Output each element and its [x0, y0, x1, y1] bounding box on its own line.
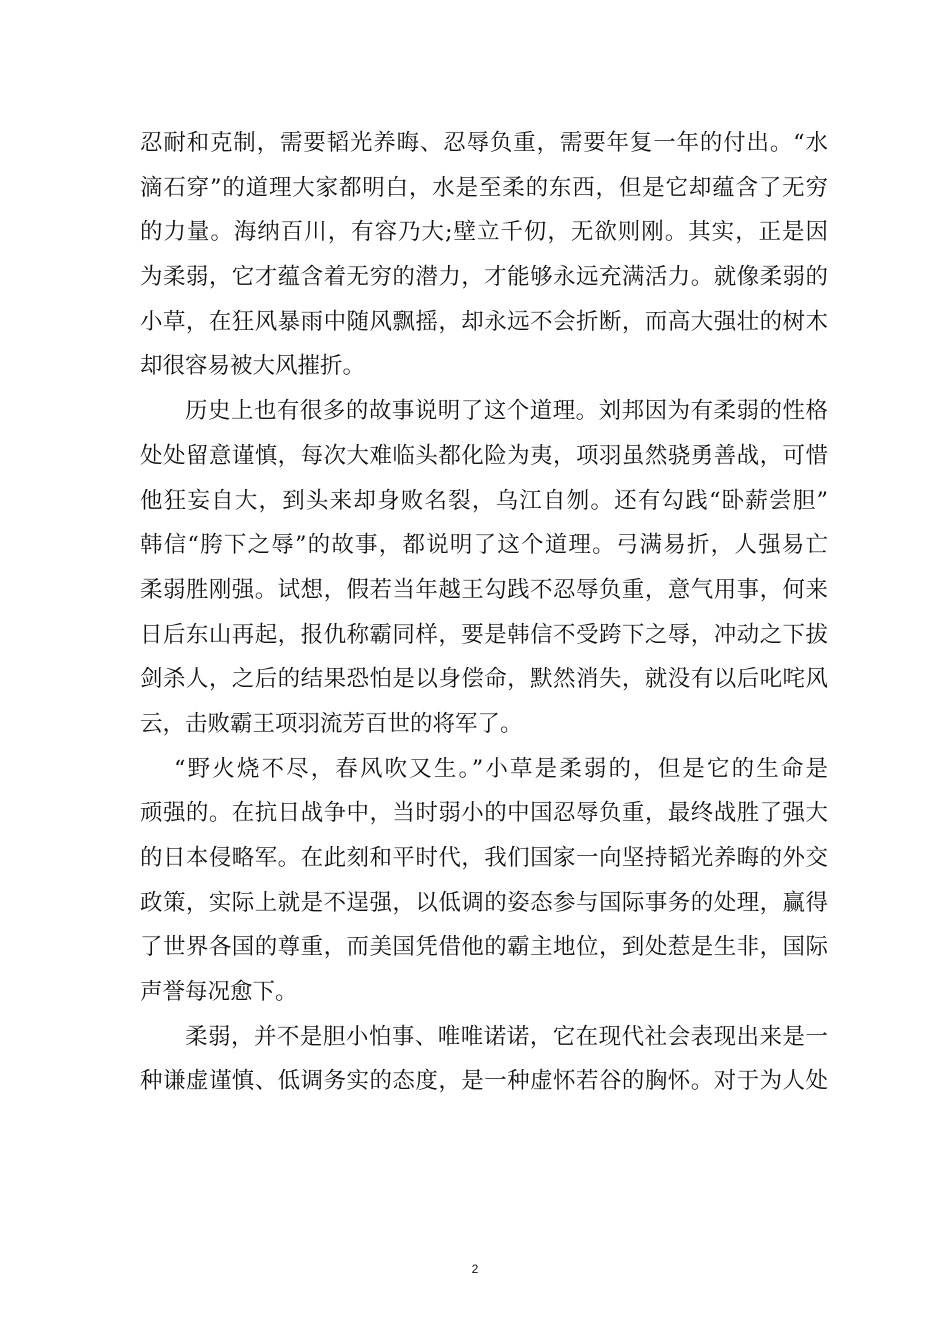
- text-line: 小草，在狂风暴雨中随风飘摇，却永远不会折断，而高大强壮的树木: [140, 308, 828, 335]
- text-line: 种谦虚谨慎、低调务实的态度，是一种虚怀若谷的胸怀。对于为人处: [140, 1068, 828, 1095]
- text-line: 他狂妄自大，到头来却身败名裂，乌江自刎。还有勾践“卧薪尝胆”: [140, 487, 828, 514]
- text-line: 滴石穿”的道理大家都明白，水是至柔的东西，但是它却蕴含了无穷: [140, 174, 828, 201]
- text-line: 云，击败霸王项羽流芳百世的将军了。: [140, 710, 523, 737]
- text-line: 柔弱胜刚强。试想，假若当年越王勾践不忍辱负重，意气用事，何来: [140, 576, 828, 603]
- text-line: 的力量。海纳百川，有容乃大;壁立千仞，无欲则刚。其实，正是因: [140, 219, 828, 246]
- document-body: [140, 121, 828, 1104]
- text-line: 了世界各国的尊重，而美国凭借他的霸主地位，到处惹是生非，国际: [140, 934, 828, 961]
- text-line: 的日本侵略军。在此刻和平时代，我们国家一向坚持韬光养晦的外交: [140, 845, 828, 871]
- paragraph-2: [140, 389, 828, 747]
- text-line: 政策，实际上就是不逞强，以低调的姿态参与国际事务的处理，赢得: [140, 889, 828, 916]
- text-line: 处处留意谨慎，每次大难临头都化险为夷，项羽虽然骁勇善战，可惜: [140, 442, 828, 469]
- paragraph-1: [140, 121, 828, 389]
- text-line: 历史上也有很多的故事说明了这个道理。刘邦因为有柔弱的性格: [185, 398, 828, 425]
- text-line: 韩信“胯下之辱”的故事，都说明了这个道理。弓满易折，人强易亡: [140, 532, 828, 559]
- text-line: 忍耐和克制，需要韬光养晦、忍辱负重，需要年复一年的付出。“水: [140, 130, 828, 156]
- text-line: 柔弱，并不是胆小怕事、唯唯诺诺，它在现代社会表现出来是一: [185, 1023, 828, 1050]
- text-line: 日后东山再起，报仇称霸同样，要是韩信不受跨下之辱，冲动之下拔: [140, 621, 828, 648]
- text-line: 声誉每况愈下。: [140, 979, 298, 1006]
- text-line: 为柔弱，它才蕴含着无穷的潜力，才能够永远充满活力。就像柔弱的: [140, 264, 828, 291]
- paragraph-4: [140, 1015, 828, 1104]
- paragraph-3: [140, 747, 828, 1015]
- text-line: 剑杀人，之后的结果恐怕是以身偿命，默然消失，就没有以后叱咤风: [140, 666, 828, 693]
- text-line: 顽强的。在抗日战争中，当时弱小的中国忍辱负重，最终战胜了强大: [140, 800, 828, 827]
- page-number: 2: [471, 1262, 479, 1276]
- text-line: 却很容易被大风摧折。: [140, 353, 366, 380]
- text-line: “野火烧不尽，春风吹又生。”小草是柔弱的，但是它的生命是: [174, 755, 828, 782]
